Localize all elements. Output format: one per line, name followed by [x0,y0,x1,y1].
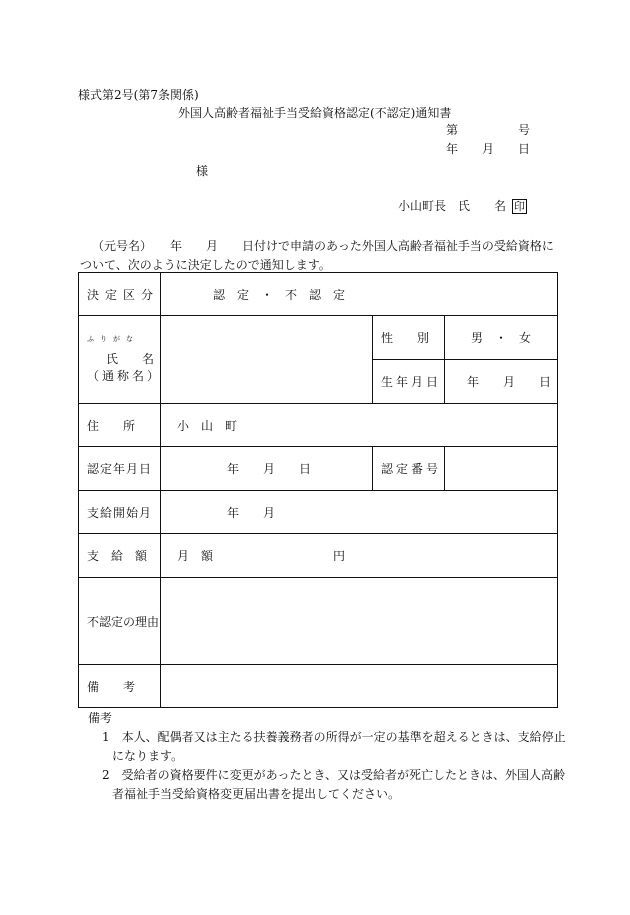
remarks-label: 備 考 [79,665,161,708]
seal-mark: 印 [513,200,525,213]
note-2-line-2: 者福祉手当受給資格変更届出書を提出してください。 [112,787,401,801]
cert-number-input[interactable] [445,447,558,491]
decision-label: 決定区分 [79,273,161,316]
cert-number-label: 認定番号 [373,447,445,491]
form-number-label: 様式第2号(第7条関係) [78,88,199,102]
address-label: 住 所 [79,404,161,447]
rejection-reason-input[interactable] [161,578,558,665]
note-2-line-1: 2 受給者の資格要件に変更があったとき、又は受給者が死亡したときは、外国人高齢 [102,768,566,782]
sex-value: 男 ・ 女 [445,316,558,360]
addressee-suffix: 様 [196,164,209,178]
name-input-cell[interactable] [161,316,373,404]
intro-line-1: （元号名） 年 月 日付けで申請のあった外国人高齢者福祉手当の受給資格に [92,239,554,253]
name-label-cell [79,316,161,404]
remarks-input[interactable] [161,665,558,708]
document-title: 外国人高齢者福祉手当受給資格認定(不認定)通知書 [178,106,452,120]
start-month-label: 支給開始月 [79,491,161,534]
decision-value: 認 定 ・ 不 認 定 [161,273,558,316]
sex-label: 性 別 [373,316,445,360]
dob-value: 年 月 日 [445,360,558,404]
dob-label: 生年月日 [373,360,445,404]
note-1-line-1: 1 本人、配偶者又は主たる扶養義務者の所得が一定の基準を超えるときは、支給停止 [102,730,566,744]
name-label: 氏 名 [105,352,154,366]
start-month-value: 年 月 [161,491,558,534]
cert-date-label: 認定年月日 [79,447,161,491]
cert-date-value: 年 月 日 [161,447,373,491]
mayor-title: 小山町長 氏 名 [398,199,507,213]
intro-line-2: ついて、次のように決定したので通知します。 [80,258,331,272]
alias-label: （通称名） [87,369,163,383]
address-value: 小 山 町 [161,404,558,447]
amount-value: 月 額 円 [161,534,558,578]
amount-label: 支 給 額 [79,534,161,578]
notice-table [78,272,558,708]
furigana-label: ふりがな [87,335,139,343]
issue-date-line: 年 月 日 [446,142,531,156]
notes-section [88,709,568,804]
rejection-reason-label: 不認定の理由 [79,578,161,665]
intro-paragraph [80,237,560,275]
number-prefix: 第 [446,123,459,137]
notice-number-line [446,121,530,138]
mayor-signature-line [398,197,527,214]
note-1-line-2: になります。 [112,749,184,763]
notes-heading: 備考 [88,711,113,725]
number-suffix: 号 [518,123,531,137]
